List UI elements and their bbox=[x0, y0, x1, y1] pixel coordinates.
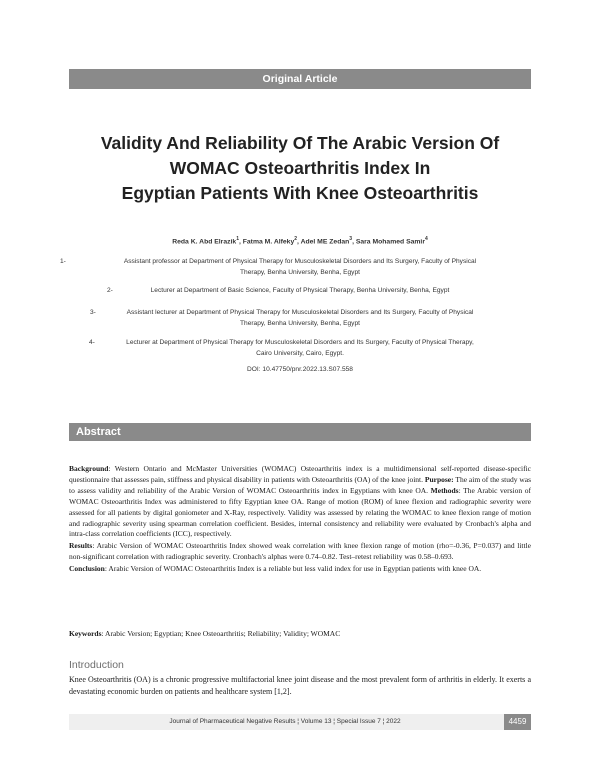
keywords bbox=[69, 629, 531, 640]
title-line-1: Validity And Reliability Of The Arabic Version Of bbox=[100, 133, 500, 153]
keywords-text: : Arabic Version; Egyptian; Knee Osteoarthritis; Reliability; Validity; WOMAC bbox=[101, 629, 341, 638]
affiliation-number: 2- bbox=[107, 287, 113, 294]
author-sup: 1 bbox=[236, 236, 239, 242]
affiliation-2 bbox=[85, 286, 515, 297]
author-name: Sara Mohamed Samir bbox=[355, 238, 425, 246]
methods-text: : The Arabic version of WOMAC Osteoarthritis Index was administered to fifty Egyptian knee OA. Range of motion (ROM) of knee flexion and radiographic severity were assessed for all patients by digital goniometer and X-Ray, respectively. Validity was assessed by relating the WOMAC to knee flexion range of motion and radiographic severity using spearman correlation coefficient. Besides, internal consistency and reliability were evaluated by Cronbach's alpha and intra-class correlation coefficients (ICC), respectively. bbox=[69, 485, 531, 539]
results-label: Results bbox=[69, 541, 93, 551]
affiliation-line: Lecturer at Department of Basic Science, Faculty of Physical Therapy, Benha University, Benha, Egypt bbox=[150, 287, 450, 294]
introduction-text: Knee Osteoarthritis (OA) is a chronic progressive multifactorial knee joint disease and the most prevalent form of arthritis in elderly. It exerts a devastating economic burden on patients and healthcare system [1,2]. bbox=[69, 675, 531, 696]
introduction-heading: Introduction bbox=[69, 659, 124, 671]
author-sup: 3 bbox=[349, 236, 353, 242]
abstract-heading: Abstract bbox=[69, 423, 531, 441]
article-type-banner: Original Article bbox=[69, 69, 531, 89]
author-name: Adel ME Zedan bbox=[300, 238, 350, 246]
affiliation-line: Lecturer at Department of Physical Therapy for Musculoskeletal Disorders and Its Surgery, Faculty of Physical Therapy, bbox=[126, 339, 474, 346]
affiliation-text bbox=[85, 338, 515, 359]
abstract-conclusion bbox=[69, 564, 531, 575]
conclusion-text: : Arabic Version of WOMAC Osteoarthritis Index is a reliable but less valid index for use in Egyptian patients with knee OA. bbox=[104, 564, 482, 574]
author-name: Fatma M. Alfeky bbox=[242, 238, 295, 246]
affiliation-number: 3- bbox=[90, 309, 96, 316]
results-text: : Arabic Version of WOMAC Osteoarthritis Index showed weak correlation with knee flexion range of motion (rho=-0.36, P=0.037) and little non-significant correlation with radiographic severity. Cronbach's alphas were 0.74–0.82. Test–retest reliability was 0.58–0.693. bbox=[69, 541, 531, 562]
affiliation-3 bbox=[85, 308, 515, 329]
abstract-results bbox=[69, 541, 531, 563]
affiliation-text bbox=[85, 308, 515, 329]
affiliation-text bbox=[85, 257, 515, 278]
page-number: 4459 bbox=[504, 714, 531, 730]
title-line-2: WOMAC Osteoarthritis Index In bbox=[169, 158, 431, 178]
purpose-text: The aim of the study was to assess validity and reliability of the Arabic Version of WOMAC Osteoarthritis index in Egyptians with knee OA. bbox=[69, 474, 532, 495]
abstract-background bbox=[69, 464, 531, 540]
conclusion-label: Conclusion bbox=[69, 564, 105, 574]
affiliation-number: 4- bbox=[89, 339, 95, 346]
author-sup: 2 bbox=[294, 236, 298, 242]
background-text: : Western Ontario and McMaster Universities (WOMAC) Osteoarthritis index is a multidimensional self-reported disease-specific questionnaire that assesses pain, stiffness and physical disability in patients with Osteoarthritis (OA) of the knee joint. bbox=[69, 464, 531, 484]
methods-label: Methods bbox=[430, 485, 459, 495]
keywords-label: Keywords bbox=[69, 629, 102, 638]
journal-citation: Journal of Pharmaceutical Negative Results ¦ Volume 13 ¦ Special Issue 7 ¦ 2022 bbox=[169, 718, 401, 725]
affiliation-text bbox=[85, 286, 515, 297]
abstract-body bbox=[69, 464, 531, 576]
background-label: Background bbox=[69, 464, 109, 473]
affiliation-number: 1- bbox=[60, 258, 66, 265]
title-line-3: Egyptian Patients With Knee Osteoarthritis bbox=[121, 183, 479, 203]
author-sup: 4 bbox=[424, 236, 428, 242]
purpose-label: Purpose: bbox=[424, 474, 454, 484]
affiliation-1 bbox=[60, 257, 515, 278]
page-footer bbox=[69, 714, 531, 730]
affiliation-4 bbox=[85, 338, 515, 359]
affiliation-line: Cairo University, Cairo, Egypt. bbox=[256, 349, 344, 357]
affiliation-line: Therapy, Benha University, Benha, Egypt bbox=[240, 319, 360, 327]
author-list: Reda K. Abd Elrazik$^1$, Fatma M. Alfeky$^2$, Adel ME Zedan$^3$, Sara Mohamed Samir$^4$ bbox=[172, 236, 428, 246]
affiliation-line: Therapy, Benha University, Benha, Egypt bbox=[240, 268, 360, 276]
doi-link[interactable]: DOI: 10.47750/pnr.2022.13.S07.558 bbox=[247, 366, 353, 373]
paper-title bbox=[40, 131, 560, 206]
affiliation-line: Assistant professor at Department of Physical Therapy for Musculoskeletal Disorders and Its Surgery, Faculty of Physical bbox=[123, 258, 477, 265]
author-name: Reda K. Abd Elrazik bbox=[172, 238, 237, 246]
affiliation-line: Assistant lecturer at Department of Physical Therapy for Musculoskeletal Disorders and Its Surgery, Faculty of Physical bbox=[126, 309, 474, 316]
